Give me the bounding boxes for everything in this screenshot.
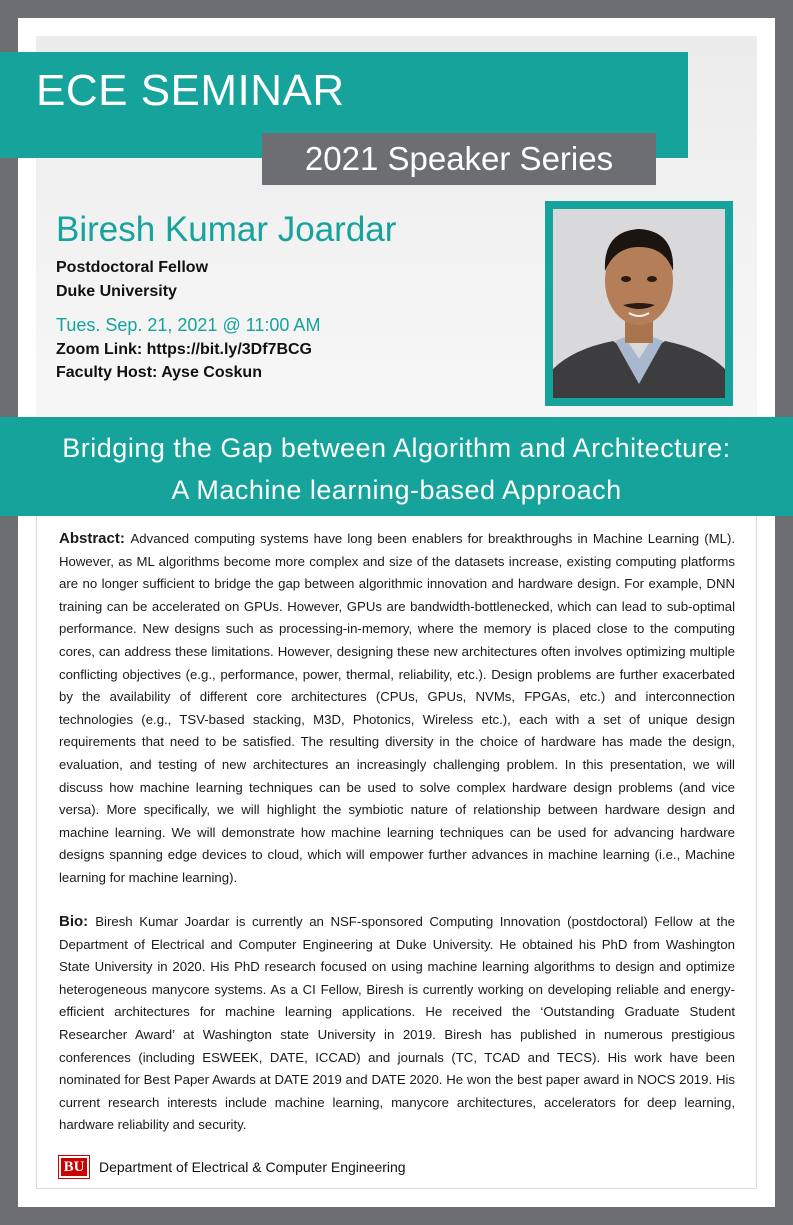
abstract-section (59, 528, 735, 890)
seminar-datetime: Tues. Sep. 21, 2021 @ 11:00 AM (56, 315, 321, 335)
bu-logo: BU (59, 1156, 89, 1178)
speaker-name: Biresh Kumar Joardar (56, 210, 397, 249)
bio-text: Biresh Kumar Joardar is currently an NSF-sponsored Computing Innovation (postdoctoral) Fellow at the Department of Electrical and Computer Engineering at Duke University. He obtained his PhD from Washington State University in 2020. His PhD research focused on using machine learning algorithms to design and optimize heterogeneous manycore systems. As a CI Fellow, Biresh is currently working on developing reliable and energy-efficient architectures for machine learning applications. He received the ‘Outstanding Graduate Student Researcher Award’ at Washington state University in 2019. Biresh has published in numerous prestigious conferences (including ESWEEK, DATE, ICCAD) and journals (TC, TCAD and TECS). His work have been nominated for Best Paper Awards at DATE 2019 and DATE 2020. He won the best paper award in NOCS 2019. His current research interests include machine learning, manycore architectures, accelerators for deep learning, hardware reliability and security. (59, 914, 735, 1133)
abstract-label: Abstract: (59, 530, 131, 547)
talk-title-band (0, 417, 793, 516)
speaker-position: Postdoctoral Fellow (56, 259, 209, 276)
talk-title-line-2: A Machine learning-based Approach (171, 475, 622, 505)
seminar-title: ECE SEMINAR (36, 66, 345, 115)
speaker-portrait-icon (553, 209, 725, 398)
footer (59, 1155, 406, 1179)
speaker-photo (553, 209, 725, 398)
speaker-series-label: 2021 Speaker Series (262, 133, 656, 185)
talk-title-line-1: Bridging the Gap between Algorithm and Architecture: (62, 433, 731, 463)
zoom-link[interactable]: Zoom Link: https://bit.ly/3Df7BCG (56, 341, 312, 358)
faculty-host: Faculty Host: Ayse Coskun (56, 364, 262, 381)
department-name: Department of Electrical & Computer Engineering (99, 1159, 406, 1175)
bio-label: Bio: (59, 913, 96, 930)
bio-section (59, 911, 735, 1137)
speaker-affiliation: Duke University (56, 283, 177, 300)
abstract-text: Advanced computing systems have long been enablers for breakthroughs in Machine Learning (ML). However, as ML algorithms become more complex and size of the datasets increase, existing computing platforms are no longer sufficient to bridge the gap between algorithmic innovation and hardware design. For example, DNN training can be accelerated on GPUs. However, GPUs are bandwidth-bottlenecked, which can lead to sub-optimal performance. New designs such as processing-in-memory, where the memory is placed close to the computing cores, can address these limitations. However, designing these new architectures often involves optimizing multiple conflicting objectives (e.g., performance, power, thermal, reliability, etc.). Design problems are further exacerbated by the availability of different core architectures (CPUs, GPUs, NVMs, FPGAs, etc.) and interconnection technologies (e.g., TSV-based stacking, M3D, Photonics, Wireless etc.), each with a set of unique design requirements that need to be satisfied. The resulting diversity in the choice of hardware has made the design, evaluation, and testing of new architectures an increasingly challenging problem. In this presentation, we will discuss how machine learning techniques can be used to solve complex hardware design problems (and vice versa). More specifically, we will highlight the symbiotic nature of relationship between hardware design and machine learning. We will demonstrate how machine learning techniques can be used for advancing hardware designs spanning edge devices to cloud, which will empower further advances in machine learning (i.e., Machine learning for machine learning). (59, 531, 735, 885)
